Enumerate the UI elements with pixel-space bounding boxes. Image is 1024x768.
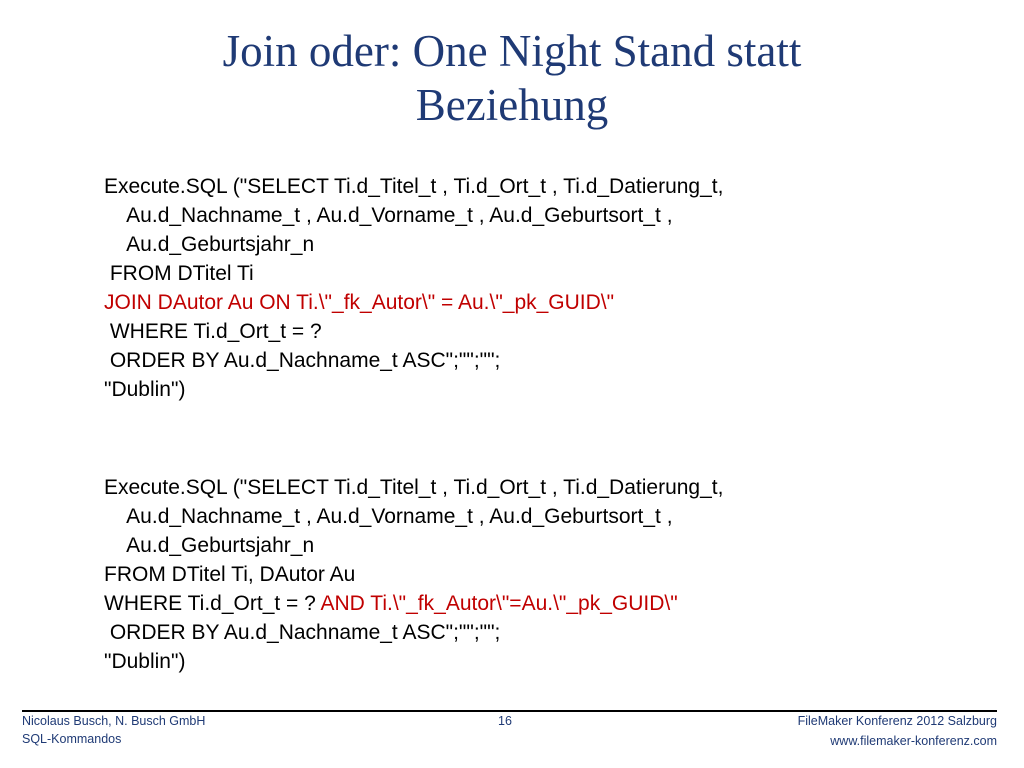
- code-line: Execute.SQL ("SELECT Ti.d_Titel_t , Ti.d_Ort_t , Ti.d_Datierung_t,: [104, 175, 724, 198]
- sql-code-block-where: [104, 473, 1004, 676]
- footer-left: [22, 712, 205, 748]
- footer-right: [798, 712, 997, 750]
- slide-title-line2: Beziehung: [415, 80, 609, 130]
- code-line: FROM DTitel Ti, DAutor Au: [104, 563, 356, 586]
- code-line: Execute.SQL ("SELECT Ti.d_Titel_t , Ti.d_Ort_t , Ti.d_Datierung_t,: [104, 476, 724, 499]
- footer-conference: FileMaker Konferenz 2012 Salzburg: [797, 714, 997, 728]
- footer-topic: SQL-Kommandos: [22, 732, 122, 746]
- code-line: ORDER BY Au.d_Nachname_t ASC";"";"";: [104, 349, 501, 372]
- code-line: Au.d_Geburtsjahr_n: [104, 534, 315, 557]
- footer-website: www.filemaker-konferenz.com: [830, 734, 997, 748]
- code-line: WHERE Ti.d_Ort_t = ?: [104, 320, 322, 343]
- code-line: FROM DTitel Ti: [104, 262, 254, 285]
- code-line-join-highlight: JOIN DAutor Au ON Ti.\"_fk_Autor\" = Au.\"_pk_GUID\": [104, 291, 615, 314]
- code-where-highlight: AND Ti.\"_fk_Autor\"=Au.\"_pk_GUID\": [320, 592, 678, 615]
- slide-title-line1: Join oder: One Night Stand statt: [222, 26, 802, 76]
- code-line: "Dublin"): [104, 378, 186, 401]
- code-line: "Dublin"): [104, 650, 186, 673]
- page-number: 16: [498, 714, 512, 728]
- code-line: Au.d_Geburtsjahr_n: [104, 233, 315, 256]
- code-line-where: [104, 589, 1004, 618]
- code-line: Au.d_Nachname_t , Au.d_Vorname_t , Au.d_Geburtsort_t ,: [104, 204, 673, 227]
- code-line: ORDER BY Au.d_Nachname_t ASC";"";"";: [104, 621, 501, 644]
- sql-code-block-join: [104, 172, 1004, 404]
- slide-title: [100, 24, 924, 132]
- footer-author: Nicolaus Busch, N. Busch GmbH: [22, 714, 206, 728]
- code-line: Au.d_Nachname_t , Au.d_Vorname_t , Au.d_Geburtsort_t ,: [104, 505, 673, 528]
- code-where-prefix: WHERE Ti.d_Ort_t = ?: [104, 592, 321, 615]
